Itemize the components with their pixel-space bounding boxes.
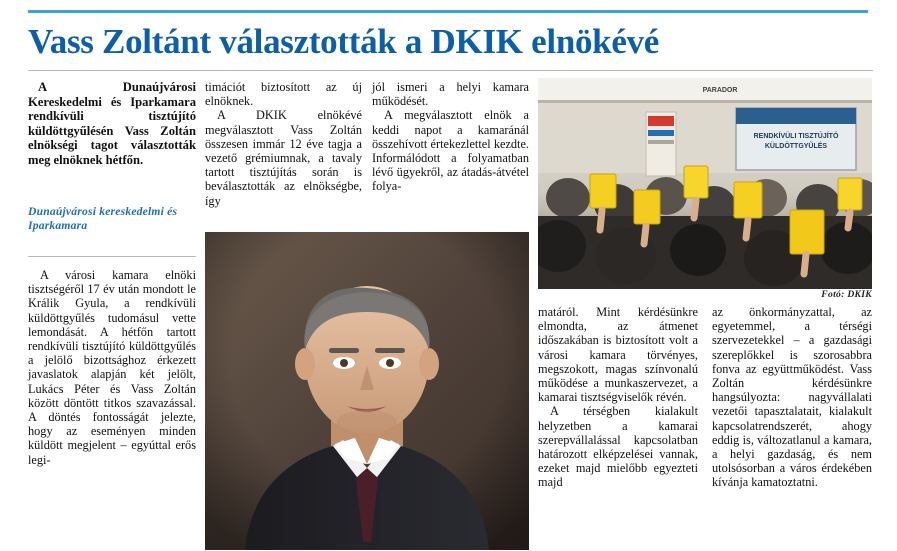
- paragraph: az önkormányzattal, az egyetemmel, a térségi szervezetekkel – a gazdasági szereplőkkel is szorosabbra fonva az együttműködést. Vass Zoltán kérdésünkre hangsúlyozta: nagyvállalati vezetői tapasztalatait, kialakult kapcsolatrendszerét, ahogy eddig is, változatlanul a kamara, a helyi gazdaság, és nem utolsósorban a város érdekében kívánja kamatoztatni.: [712, 305, 872, 490]
- body-column-1: [28, 268, 196, 548]
- svg-text:RENDKÍVÜLI TISZTÚJÍTÓ: RENDKÍVÜLI TISZTÚJÍTÓ: [753, 133, 839, 140]
- body-column-2: [205, 80, 362, 208]
- svg-text:PARADOR: PARADOR: [702, 87, 738, 94]
- paragraph: A megválasztott elnök a keddi napot a kamaránál összehívott értekezlettel kezdte. Informálódott a folyamatban lévő ügyekről, az átadás-átvétel folya-: [372, 108, 529, 194]
- paragraph: jól ismeri a helyi kamara működését.: [372, 80, 529, 109]
- paragraph: A térségben kialakult helyzetben a kamarai szerepvállalással kapcsolatban határozott elképzelései vannak, ezeket majd mielőbb egyezteti majd: [538, 404, 698, 490]
- page-title: Vass Zoltánt választották a DKIK elnökévé: [28, 22, 660, 61]
- section-kicker: Dunaújvárosi kereskedelmi és Iparkamara: [28, 205, 178, 232]
- body-column-5: [712, 305, 872, 490]
- lead-text: A Dunaújvárosi Kereskedelmi és Iparkamara rendkívüli tisztújító küldöttgyűlésén Vass Zoltán elnökségi tagot választották meg elnöknek hétfőn.: [28, 80, 196, 167]
- top-divider-rule: [28, 10, 868, 13]
- event-photo: [538, 78, 872, 289]
- portrait-photo: [205, 232, 529, 550]
- svg-text:KÜLDÖTTGYŰLÉS: KÜLDÖTTGYŰLÉS: [764, 143, 828, 150]
- paragraph: matáról. Mint kérdésünkre elmondta, az átmenet időszakában is biztosított volt a városi kamara törvényes, megszokott, magas színvonalú működése a munkaszervezet, a kamarai tisztségviselők révén.: [538, 305, 698, 405]
- kicker-divider-rule: [28, 256, 196, 257]
- body-column-3: [372, 80, 529, 194]
- lead-paragraph: [28, 80, 196, 168]
- paragraph: A városi kamara elnöki tisztségéről 17 év után mondott le Králik Gyula, a rendkívüli küldöttgyűlés tudomásul vette lemondását. A hétfőn tartott rendkívüli tisztújító küldöttgyűlés a jelölő bizottsághoz érkezett javaslatok alapján két jelölt, Lukács Péter és Vass Zoltán között döntött titkos szavazással. A döntés fontosságát jelezte, hogy az eseményen minden küldött megjelent – egyúttal erős legi-: [28, 268, 196, 467]
- photo-credit: Fotó: DKIK: [821, 289, 872, 300]
- paragraph: timációt biztosított az új elnöknek.: [205, 80, 362, 109]
- body-column-4: [538, 305, 698, 490]
- paragraph: A DKIK elnökévé megválasztott Vass Zoltán összesen immár 12 éve tagja a vezető grémiumnak, a tavaly tartott tisztújítás során is beválasztották az elnökségbe, így: [205, 108, 362, 208]
- headline-divider-rule: [28, 70, 873, 71]
